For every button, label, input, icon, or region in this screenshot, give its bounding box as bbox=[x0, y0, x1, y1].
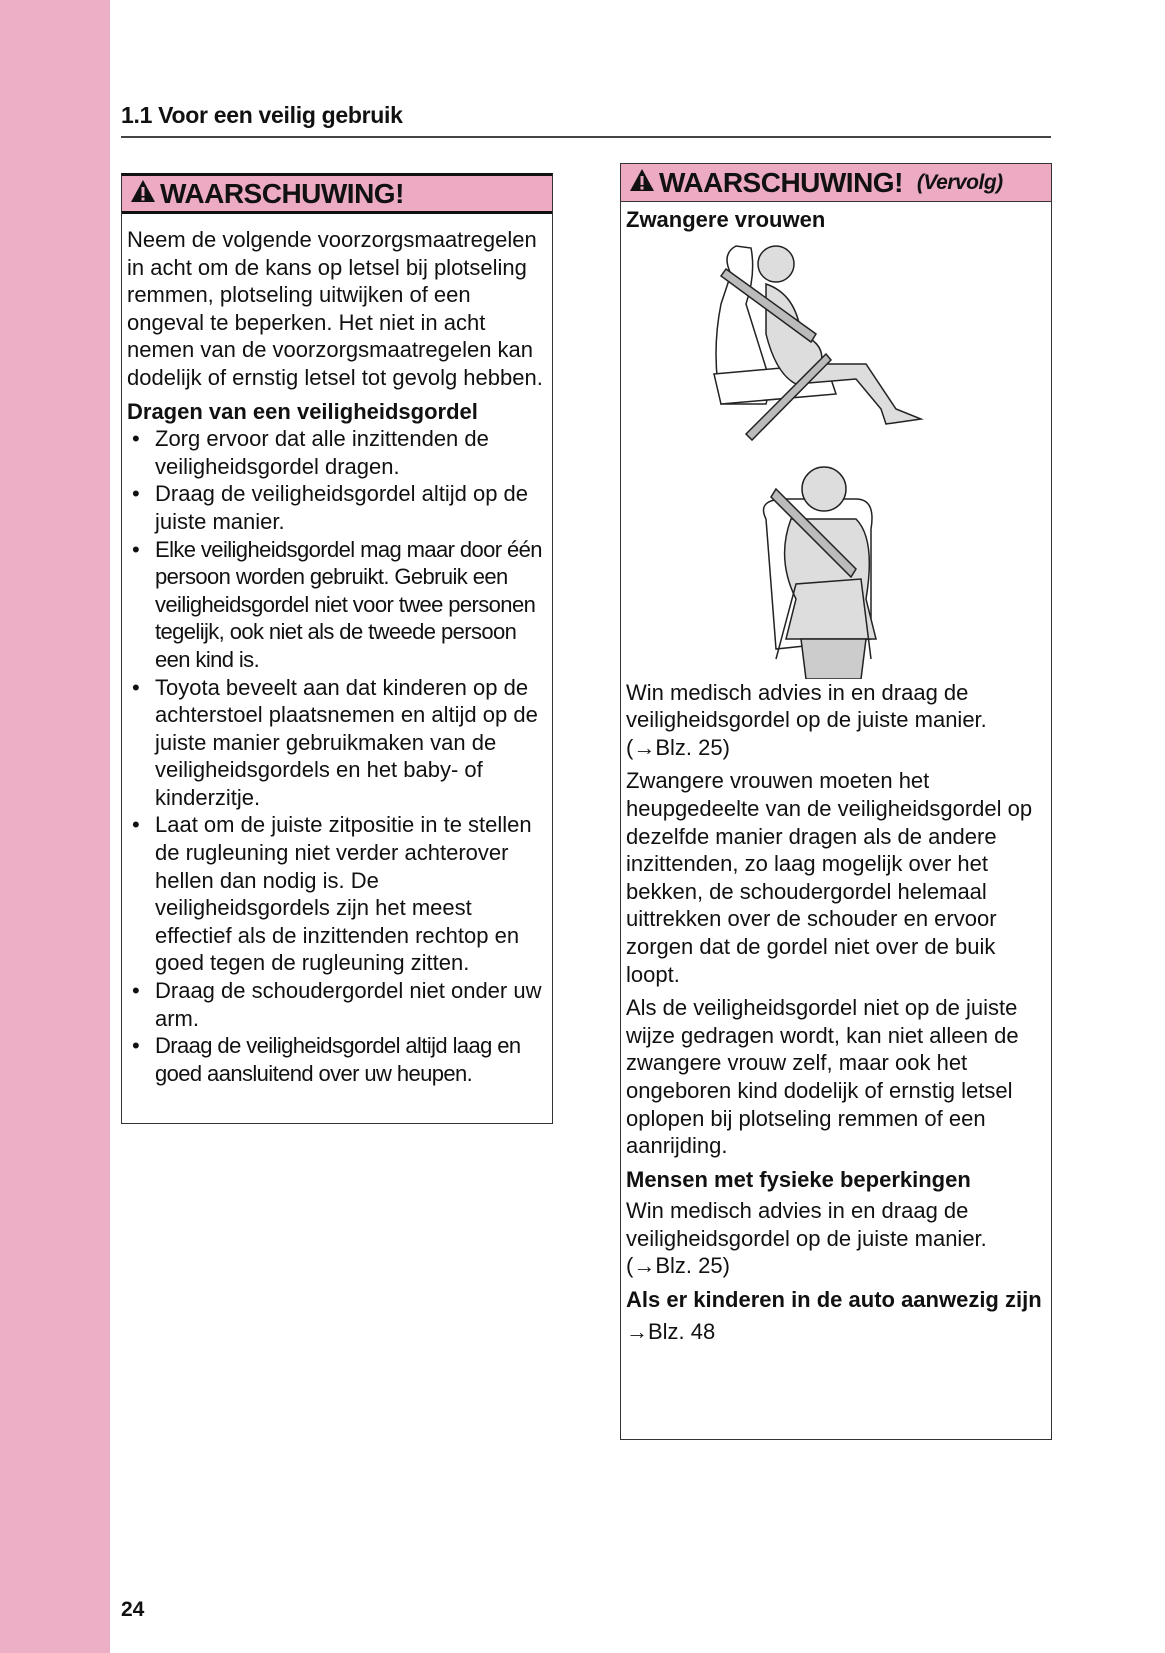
warning-box-right bbox=[620, 163, 1052, 1440]
pregnant-risk-text: Als de veiligheidsgordel niet op de juiste wijze gedragen wordt, kan niet alleen de zwangere vrouw zelf, maar ook het ongeboren kind dodelijk of ernstig letsel oplopen bij plotseling remmen of een aanrijding. bbox=[626, 995, 1019, 1159]
list-item: • Elke veiligheidsgordel mag maar door één persoon worden gebruikt. Gebruik een veiligheidsgordel niet voor twee personen tegelijk, ook niet als de tweede persoon een kind is. bbox=[127, 536, 547, 674]
pregnant-seated-side-illustration bbox=[626, 234, 1046, 459]
list-item: • Draag de veiligheidsgordel altijd op de juiste manier. bbox=[127, 480, 547, 535]
section-header: 1.1 Voor een veilig gebruik bbox=[121, 102, 403, 128]
warning-title: WAARSCHUWING! bbox=[659, 166, 903, 198]
list-item: • Draag de veiligheidsgordel altijd laag en goed aansluitend over uw heupen. bbox=[127, 1032, 547, 1087]
warning-triangle-icon bbox=[130, 178, 156, 210]
list-item: • Draag de schoudergordel niet onder uw arm. bbox=[127, 977, 547, 1032]
warning-box-left bbox=[121, 173, 553, 1124]
list-item: • Zorg ervoor dat alle inzittenden de veiligheidsgordel dragen. bbox=[127, 425, 547, 480]
intro-text: Neem de volgende voorzorgsmaatregelen in acht om de kans op letsel bij plotseling remmen, plotseling uitwijken of een ongeval te beperken. Het niet in acht nemen van de voorzorgsmaatregelen kan dodelijk of ernstig letsel tot gevolg hebben. bbox=[127, 227, 543, 390]
pregnant-seated-front-illustration bbox=[626, 459, 1046, 679]
warning-triangle-icon bbox=[629, 167, 655, 199]
heading-pregnant: Zwangere vrouwen bbox=[626, 207, 826, 232]
page-number: 24 bbox=[121, 1598, 145, 1621]
pregnant-advice: Win medisch advies in en draag de veiligheidsgordel op de juiste manier. (→Blz. 25) bbox=[626, 679, 987, 760]
children-page-link[interactable]: →Blz. 48 bbox=[626, 1318, 716, 1344]
warning-title-bar bbox=[621, 164, 1051, 202]
continued-label: (Vervolg) bbox=[916, 170, 1003, 194]
heading-children: Als er kinderen in de auto aanwezig zijn bbox=[626, 1287, 1042, 1313]
header-divider bbox=[121, 136, 1051, 138]
section-heading: Dragen van een veiligheidsgordel bbox=[127, 398, 478, 424]
disabilities-advice: Win medisch advies in en draag de veiligheidsgordel op de juiste manier. (→Blz. 25) bbox=[626, 1198, 987, 1279]
chapter-side-tab bbox=[0, 0, 110, 1653]
warning-title-bar bbox=[122, 176, 552, 214]
list-item: • Toyota beveelt aan dat kinderen op de achterstoel plaatsnemen en altijd op de juiste manier gebruikmaken van de veiligheidsgordels en het baby- of kinderzitje. bbox=[127, 674, 547, 812]
heading-disabilities: Mensen met fysieke beperkingen bbox=[626, 1166, 971, 1192]
pregnant-belt-text: Zwangere vrouwen moeten het heupgedeelte van de veiligheidsgordel op dezelfde manier dragen als de andere inzittenden, zo laag mogelijk over het bekken, de schoudergordel helemaal uittrekken over de schouder en ervoor zorgen dat de gordel niet over de buik loopt. bbox=[626, 768, 1033, 987]
warning-title: WAARSCHUWING! bbox=[160, 177, 404, 209]
list-item: • Laat om de juiste zitpositie in te stellen de rugleuning niet verder achterover hellen dan nodig is. De veiligheidsgordels zijn het meest effectief als de inzittenden rechtop en goed tegen de rugleuning zitten. bbox=[127, 811, 547, 977]
